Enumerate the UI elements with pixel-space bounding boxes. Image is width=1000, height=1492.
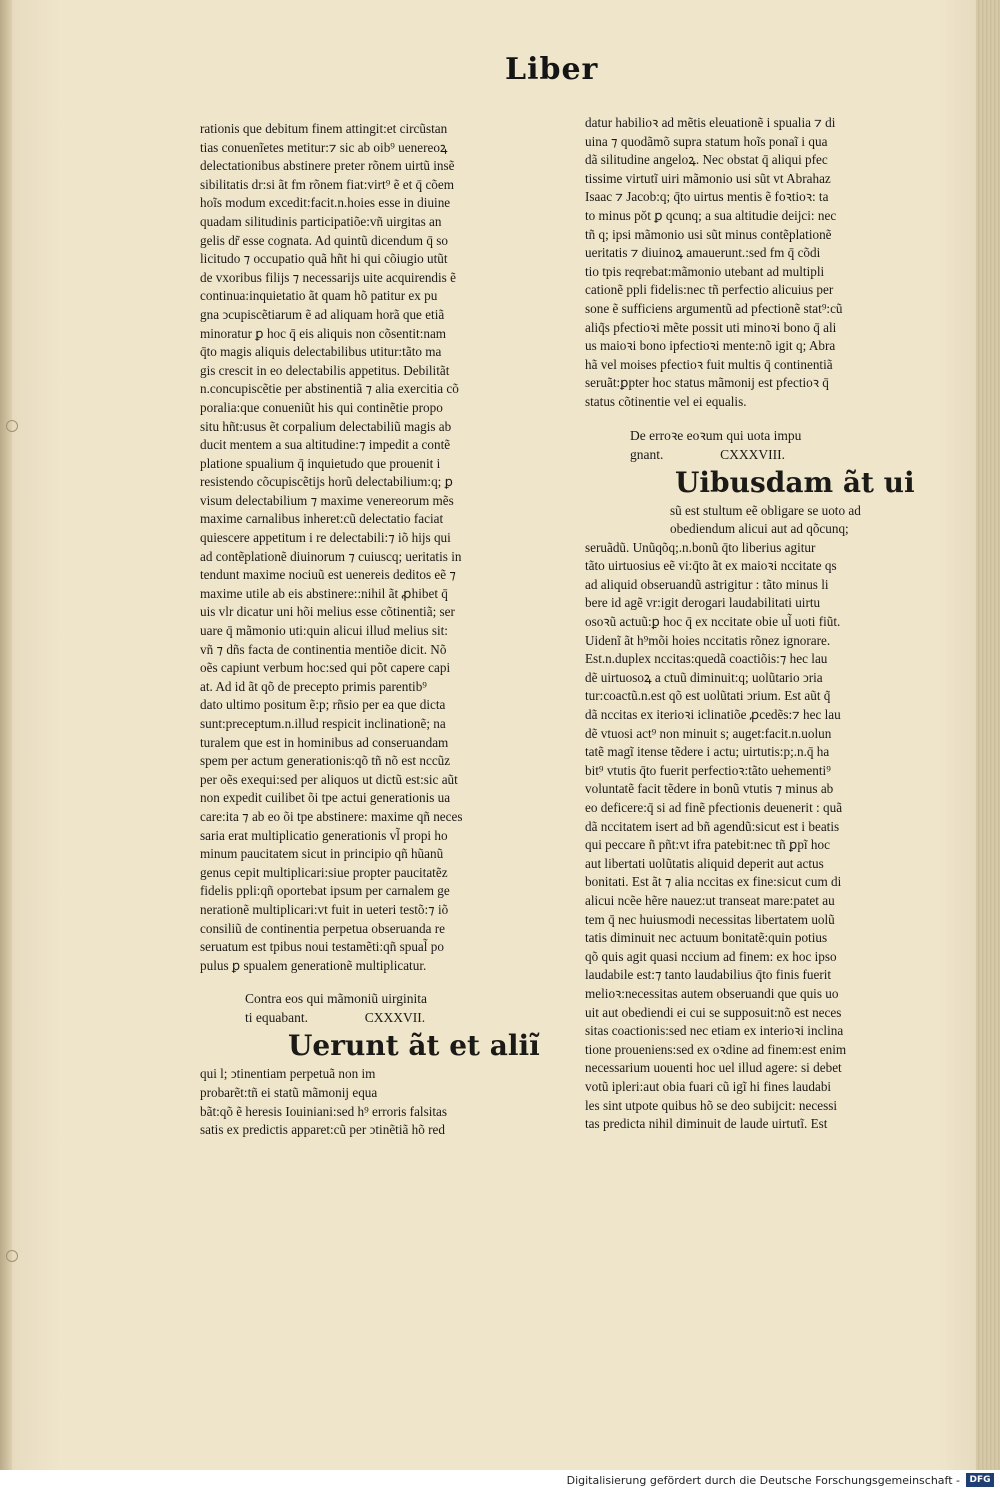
text-line: qui peccare ñ pñt:vt ifra patebit:nec tñ ꝑpĩ hoc bbox=[585, 837, 830, 853]
page-stack-edge bbox=[976, 0, 1000, 1470]
text-line: ueritatis ⁊ diuinoꝝ amauerunt.:sed fm q̄ cõdi bbox=[585, 245, 821, 261]
chapter-heading-line bbox=[585, 445, 920, 464]
text-line: ad contẽplationẽ diuinorum ⁊ cuiuscq; ueritatis in bbox=[200, 548, 462, 564]
text-line: tur:coactũ.n.est qõ est uolũtati ↄrium. Est aũt q̃ bbox=[585, 688, 831, 704]
text-line: dato ultimo positum ẽ:p; rñsio per ea que dicta bbox=[200, 697, 446, 713]
text-line: necessarium uouenti hoc uel illud agere: si debet bbox=[585, 1060, 842, 1076]
text-line: tio tpis reqrebat:mãmonio utebant ad multipli bbox=[585, 263, 825, 279]
text-line: gna ↄcupiscẽtiarum ẽ ad aliquam horã que etiã bbox=[200, 306, 445, 322]
text-line: laudabile est:⁊ tanto laudabilius q̄to finis fuerit bbox=[585, 967, 832, 983]
text-line: qõ quis agit quasi nccium ad finem: ex hoc ipso bbox=[585, 948, 837, 964]
text-line: poralia:que conueniũt his qui continẽtie propo bbox=[200, 399, 443, 415]
text-line: care:ita ⁊ ab eo õi tpe abstinere: maxime qñ neces bbox=[200, 808, 463, 824]
initial-line: Uerunt ãt et aliĩ bbox=[288, 1029, 540, 1063]
text-line: dã nccitas ex iterioꝛi iclinatiõe ꝓcedẽs:⁊ hec lau bbox=[585, 707, 841, 723]
text-line: tas predicta nihil diminuit de laude uirtutĩ. Est bbox=[585, 1116, 828, 1132]
text-line: uare q̄ mãmonio uti:quin alicui illud melius sit: bbox=[200, 623, 448, 639]
left-text-continued bbox=[200, 1065, 545, 1139]
text-line: ad aliquid obseruandũ astrigitur : tãto minus li bbox=[585, 576, 829, 592]
text-line: uina ⁊ quodãmõ supra statum hoĩs ponaĩ i qua bbox=[585, 133, 828, 149]
chapter-heading-line: Contra eos qui mãmoniũ uirginita bbox=[245, 991, 427, 1007]
text-line: satis ex predictis apparet:cũ per ↄtinẽtiã hõ red bbox=[200, 1122, 445, 1138]
text-line: delectationibus abstinere preter rõnem uirtũ insẽ bbox=[200, 158, 455, 174]
text-line: seruatum est tpibus noui testamẽti:qñ spual̃ po bbox=[200, 939, 444, 955]
text-line: tissime virtutĩ uiri mãmonio usi sũt vt Abrahaz bbox=[585, 170, 831, 186]
text-line: quiescere appetitum i re delectabili:⁊ iõ hijs qui bbox=[200, 530, 451, 546]
text-line: aliq̃s pfectioꝛi mẽte possit uti minoꝛi bono q̄ ali bbox=[585, 319, 837, 335]
chapter-heading-line bbox=[200, 1008, 545, 1027]
chapter-number: CXXXVII. bbox=[364, 1010, 426, 1026]
text-line: dẽ uirtuosoꝝ a ctuũ diminuit:q; uolũtario ↄria bbox=[585, 669, 823, 685]
right-column bbox=[585, 114, 920, 1134]
text-line: cationẽ ppli fidelis:nec tñ perfectio alicuius per bbox=[585, 282, 834, 298]
text-line: saria erat multiplicatio generationis vl̃ propi ho bbox=[200, 827, 448, 843]
text-line: tendunt maxime nociuũ est uenereis deditos eẽ ⁊ bbox=[200, 567, 456, 583]
binding-ring bbox=[6, 420, 18, 432]
text-line: vñ ⁊ dñs facta de continentia mentiõe dicit. Nõ bbox=[200, 641, 447, 657]
text-line: nerationẽ multiplicari:vt fuit in ueteri testõ:⁊ iõ bbox=[200, 901, 449, 917]
text-line: pulus ꝑ spualem generationẽ multiplicatur. bbox=[200, 957, 427, 973]
text-line: per oẽs exequi:sed per aliquos ut dictũ est:sic aũt bbox=[200, 771, 458, 787]
text-line: datur habilioꝛ ad mẽtis eleuationẽ i spualia ⁊ di bbox=[585, 115, 836, 130]
dfg-logo: DFG bbox=[966, 1473, 994, 1487]
text-line: Est.n.duplex nccitas:quedã coactiõis:⁊ hec lau bbox=[585, 651, 828, 667]
text-line: uit aut obediendi ei cui se supposuit:nõ est neces bbox=[585, 1004, 842, 1020]
text-line: quadam silitudinis participatiõe:vñ uirgitas an bbox=[200, 213, 442, 229]
text-line: spem per actum generationis:qõ tñ nõ est nccũz bbox=[200, 753, 451, 769]
footer-credit: Digitalisierung gefördert durch die Deutsche Forschungsgemeinschaft - bbox=[566, 1474, 960, 1487]
chapter-heading-138 bbox=[585, 426, 920, 464]
text-line: minoratur ꝑ hoc q̄ eis aliquis non cõsentit:nam bbox=[200, 325, 447, 341]
text-line: resistendo cõcupiscẽtijs horũ delectabilium:q; ꝑ bbox=[200, 474, 454, 490]
text-line: eo deficere:q̄ si ad finẽ pfectionis deuenerit : quã bbox=[585, 800, 843, 815]
text-line: sibilitatis dr:si ãt fm rõnem fiat:virt⁹ ẽ et q̄ cõem bbox=[200, 176, 455, 192]
text-line: alicui ncẽe hẽre nauez:ut transeat mare:patet au bbox=[585, 892, 835, 908]
text-line: dã silitudine angeloꝝ. Nec obstat q̄ aliqui pfec bbox=[585, 152, 828, 168]
text-line: maxime carnalibus inheret:cũ delectatio faciat bbox=[200, 511, 444, 527]
text-line: maxime utile ab eis abstinere::nihil ãt ꝓhibet q̄ bbox=[200, 585, 448, 601]
left-text-block bbox=[200, 120, 545, 975]
text-line: to minus pŏt ꝑ qcunq; a sua altitudie deijci: nec bbox=[585, 207, 837, 223]
text-line: voluntatẽ facit tẽdere in bonũ vtutis ⁊ minus ab bbox=[585, 781, 834, 797]
text-line: visum delectabilium ⁊ maxime venereorum mẽs bbox=[200, 492, 454, 508]
text-line: turalem que est in hominibus ad conseruandam bbox=[200, 734, 449, 750]
text-line: tatẽ magĩ itense tẽdere i actu; uirtutis:p;.n.q̄ ha bbox=[585, 744, 830, 760]
text-line: Isaac ⁊ Jacob:q; q̄to uirtus mentis ẽ foꝛtioꝛ: ta bbox=[585, 189, 829, 205]
text-line: tãto uirtuosius eẽ vi:q̄to ãt ex maioꝛi nccitate qs bbox=[585, 558, 837, 574]
text-line: obediendum alicui aut ad qõcunq; bbox=[670, 521, 849, 537]
text-line: Uidenĩ ãt h⁹mõi hoies nccitatis rõnez ignorare. bbox=[585, 632, 831, 648]
text-line: de vxoribus filijs ⁊ necessarijs uite acquirendis ẽ bbox=[200, 269, 456, 285]
text-line: platione spualium q̄ inquietudo que prouenit i bbox=[200, 455, 441, 471]
text-line: dã nccitatem isert ad bñ agendũ:sicut est i beatis bbox=[585, 818, 840, 834]
text-line: bãt:qõ ẽ heresis Iouiniani:sed h⁹ erroris falsitas bbox=[200, 1103, 448, 1119]
text-line: gelis dr̃ esse cognata. Ad quintũ dicendum q̄ so bbox=[200, 232, 448, 248]
text-line: non expedit cuilibet õi tpe actui generationis ua bbox=[200, 790, 451, 806]
text-line: status cõtinentie vel ei equalis. bbox=[585, 393, 747, 409]
text-line: bit⁹ vtutis q̄to fuerit perfectioꝛ:tãto uehementi⁹ bbox=[585, 762, 831, 778]
text-line: ducit mentem a sua altitudine:⁊ impedit a contẽ bbox=[200, 437, 451, 453]
text-line: n.concupiscẽtie per abstinentiã ⁊ alia exercitia cõ bbox=[200, 381, 459, 397]
text-line: oẽs capiunt verbum hoc:sed qui põt capere capi bbox=[200, 660, 451, 676]
text-line: melioꝛ:necessitas autem obseruandi que quis uo bbox=[585, 985, 839, 1001]
text-line: continua:inquietatio ãt quam hõ patitur ex pu bbox=[200, 288, 438, 304]
text-line: tias conuenĩetes metitur:⁊ sic ab oib⁹ uenereoꝝ bbox=[200, 139, 448, 155]
footer-bar bbox=[0, 1470, 1000, 1492]
text-line: sunt:preceptum.n.illud respicit inclinationẽ; na bbox=[200, 716, 446, 731]
text-line: rationis que debitum finem attingit:et circũstan bbox=[200, 121, 448, 136]
chapter-number: CXXXVIII. bbox=[720, 446, 785, 462]
text-line: tatis diminuit nec actuum bonitatẽ:quin potius bbox=[585, 930, 828, 946]
right-text-continued bbox=[585, 539, 920, 1134]
initial-line: Uibusdam ãt ui bbox=[675, 465, 915, 499]
chapter-heading-137 bbox=[200, 989, 545, 1027]
text-line: consiliũ de continentia perpetua obseruanda re bbox=[200, 920, 445, 936]
text-line: aut libertati uolũtatis aliquid deperit aut actus bbox=[585, 855, 824, 871]
text-line: dẽ vtuosi act⁹ non minuit s; auget:facit.n.uolun bbox=[585, 725, 832, 741]
text-line: sũ est stultum eẽ obligare se uoto ad bbox=[670, 502, 861, 518]
chapter-heading-line: gnant. bbox=[630, 446, 664, 462]
text-line: tem q̄ nec huiusmodi necessitas libertatem uolũ bbox=[585, 911, 835, 927]
chapter-heading-line: De erroꝛe eoꝛum qui uota impu bbox=[630, 427, 802, 443]
text-line: votũ ipleri:aut obia fuari cũ igĩ hi fines laudabi bbox=[585, 1078, 832, 1094]
text-line: genus cepit multiplicari:siue propter paucitatẽz bbox=[200, 864, 448, 880]
text-line: tione proueniens:sed ex oꝛdine ad finem:est enim bbox=[585, 1041, 847, 1057]
text-line: sitas coactionis:sed nec etiam ex interioꝛi inclina bbox=[585, 1023, 844, 1039]
text-line: licitudo ⁊ occupatio quã hñt hi qui cõiugio utũt bbox=[200, 251, 448, 267]
left-column bbox=[200, 120, 545, 1140]
text-line: qui l; ↄtinentiam perpetuã non im bbox=[200, 1066, 376, 1082]
text-line: bere id agẽ vr:igit derogari laudabilitati uirtu bbox=[585, 595, 821, 611]
binding-ring bbox=[6, 1250, 18, 1262]
text-line: fidelis ppli:qñ oportebat ipsum per carnalem ge bbox=[200, 883, 450, 899]
text-line: osoꝛũ actuũ:ꝑ hoc q̄ ex nccitate obie ul̃ uoti fiũt. bbox=[585, 614, 841, 630]
text-line: les sint utpote quibus hõ se deo subijcit: necessi bbox=[585, 1097, 837, 1113]
text-line: tñ q; ipsi mãmonio usi sũt minus contẽplationẽ bbox=[585, 226, 832, 242]
text-line: hã vel moises pfectioꝛ fuit multis q̄ continentiã bbox=[585, 356, 833, 372]
right-text-block bbox=[585, 114, 920, 412]
right-text-indented bbox=[585, 502, 920, 539]
running-head: Liber bbox=[505, 52, 599, 87]
text-line: gis crescit in eo delectabilis appetitus. Debilitãt bbox=[200, 362, 450, 378]
text-line: bonitati. Est ãt ⁊ alia nccitas ex fine:sicut cum di bbox=[585, 874, 842, 890]
text-line: minum paucitatem sicut in principio qñ hũanũ bbox=[200, 846, 444, 862]
text-line: probarẽt:tñ ei statũ mãmonij equa bbox=[200, 1084, 378, 1100]
chapter-heading-line: ti equabant. bbox=[245, 1010, 308, 1026]
text-line: at. Ad id ãt qõ de precepto primis parentib⁹ bbox=[200, 678, 427, 694]
text-line: seruãt:ꝑpter hoc status mãmonij est pfectioꝛ q̄ bbox=[585, 375, 829, 391]
text-line: sone ẽ sufficiens argumentũ ad pfectionẽ stat⁹:cũ bbox=[585, 300, 843, 316]
text-line: uis vlr dicatur uni hõi melius esse cõtinentiã; ser bbox=[200, 604, 455, 620]
text-line: situ hñt:usus ẽt corpalium delectabiliũ magis ab bbox=[200, 418, 452, 434]
text-line: hoĩs modum excedit:facit.n.hoies esse in diuine bbox=[200, 195, 451, 211]
text-line: q̄to magis aliquis delectabilibus utitur:tãto ma bbox=[200, 344, 442, 360]
text-line: us maioꝛi bono ipfectioꝛi mente:nõ igit q; Abra bbox=[585, 338, 836, 354]
text-line: seruãdũ. Unũqõq;.n.bonũ q̄to liberius agitur bbox=[585, 539, 816, 555]
